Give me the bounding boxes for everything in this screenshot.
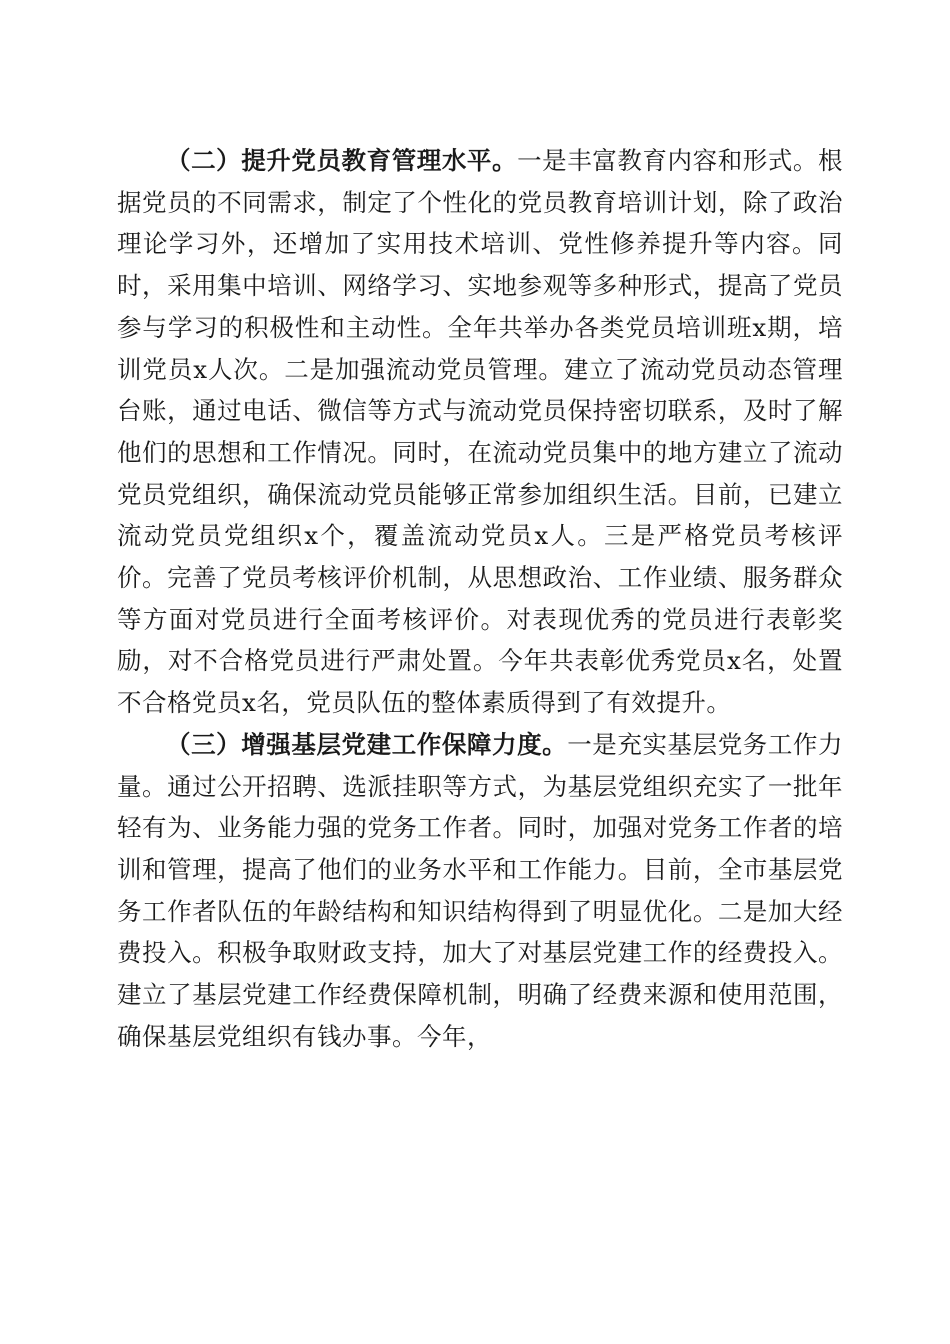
paragraph-education-management xyxy=(117,140,843,724)
paragraph-work-guarantee xyxy=(117,724,843,1058)
paragraph-heading: （二）提升党员教育管理水平。 xyxy=(166,146,518,175)
paragraph-body: 一是充实基层党务工作力量。通过公开招聘、选派挂职等方式，为基层党组织充实了一批年轻有为、业务能力强的党务工作者。同时，加强对党务工作者的培训和管理，提高了他们的业务水平和工作能力。目前，全市基层党务工作者队伍的年龄结构和知识结构得到了明显优化。二是加大经费投入。积极争取财政支持，加大了对基层党建工作的经费投入。建立了基层党建工作经费保障机制，明确了经费来源和使用范围，确保基层党组织有钱办事。今年， xyxy=(117,729,844,1051)
paragraph-body: 一是丰富教育内容和形式。根据党员的不同需求，制定了个性化的党员教育培训计划，除了政治理论学习外，还增加了实用技术培训、党性修养提升等内容。同时，采用集中培训、网络学习、实地参观等多种形式，提高了党员参与学习的积极性和主动性。全年共举办各类党员培训班x期，培训党员x人次。二是加强流动党员管理。建立了流动党员动态管理台账，通过电话、微信等方式与流动党员保持密切联系，及时了解他们的思想和工作情况。同时，在流动党员集中的地方建立了流动党员党组织，确保流动党员能够正常参加组织生活。目前，已建立流动党员党组织x个，覆盖流动党员x人。三是严格党员考核评价。完善了党员考核评价机制，从思想政治、工作业绩、服务群众等方面对党员进行全面考核评价。对表现优秀的党员进行表彰奖励，对不合格党员进行严肃处置。今年共表彰优秀党员x名，处置不合格党员x名，党员队伍的整体素质得到了有效提升。 xyxy=(117,146,843,718)
paragraph-heading: （三）增强基层党建工作保障力度。 xyxy=(166,729,568,759)
document-page xyxy=(117,140,843,1057)
